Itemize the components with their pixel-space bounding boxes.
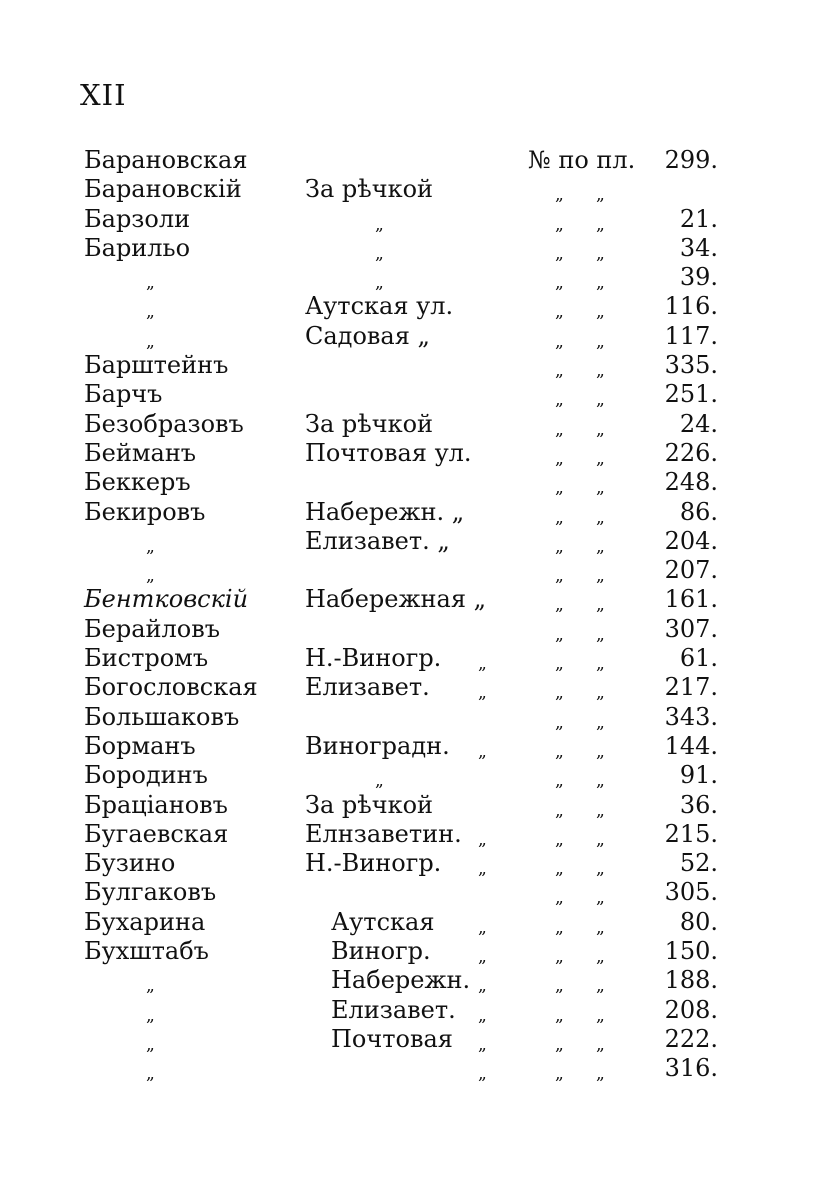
entry-street-ditto: „ [478,1005,487,1026]
entry-plan-ditto: „ [596,888,605,909]
entry-street: Елизавет. [305,673,430,702]
entry-street: Набережн. „ [305,497,465,526]
directory-entries-list [0,146,840,1084]
entry-plan-number: 217. [664,673,718,702]
entry-name: „ [146,976,155,997]
entry-plan-ditto: „ [596,624,605,645]
entry-name: „ [146,331,155,352]
entry-name: „ [146,536,155,557]
entry-plan-ditto: „ [596,654,605,675]
entry-plan-ditto: „ [555,976,564,997]
entry-name: Бугаевская [84,819,229,848]
entry-row [0,205,840,234]
entry-plan-ditto: „ [596,771,605,792]
entry-plan-ditto: „ [596,536,605,557]
entry-plan-ditto: „ [555,390,564,411]
entry-plan-number: 39. [679,263,718,292]
entry-street: Садовая „ [305,321,430,350]
entry-plan-ditto: „ [555,1005,564,1026]
entry-name: Безобразовъ [84,409,244,438]
entry-plan-number: 215. [664,819,718,848]
entry-street-ditto: „ [478,1034,487,1055]
entry-row [0,732,840,761]
entry-row [0,820,840,849]
entry-plan-ditto: „ [596,185,605,206]
entry-row [0,1025,840,1054]
entry-plan-ditto: „ [555,507,564,528]
entry-plan-number: 305. [664,878,718,907]
entry-row [0,966,840,995]
entry-plan-number: 144. [664,731,718,760]
entry-row [0,498,840,527]
entry-name: „ [146,1005,155,1026]
entry-name: Бухштабъ [84,937,209,966]
entry-plan-ditto: „ [596,976,605,997]
entry-street-ditto: „ [478,741,487,762]
entry-name: Большаковъ [84,702,240,731]
entry-plan-ditto: „ [555,654,564,675]
entry-plan-number: 91. [679,761,718,790]
entry-row [0,615,840,644]
entry-plan-ditto: „ [596,595,605,616]
entry-plan-ditto: „ [596,1005,605,1026]
entry-name: Брацiановъ [84,790,228,819]
entry-row [0,351,840,380]
entry-name: „ [146,1064,155,1085]
entry-row [0,878,840,907]
entry-plan-number: 188. [664,966,718,995]
entry-row [0,1054,840,1083]
entry-plan-number: 24. [679,409,718,438]
entry-plan-number: 21. [679,204,718,233]
entry-plan-number: 207. [664,556,718,585]
entry-plan-ditto: „ [596,712,605,733]
entry-plan-ditto: „ [555,888,564,909]
entry-street: Виноградн. [305,731,450,760]
entry-plan-ditto: „ [596,419,605,440]
entry-plan-ditto: „ [596,859,605,880]
entry-street-ditto: „ [478,683,487,704]
entry-plan-number: 335. [664,351,718,380]
entry-name: Бистромъ [84,644,209,673]
entry-row [0,908,840,937]
entry-plan-number: 343. [664,702,718,731]
entry-plan-ditto: „ [555,829,564,850]
entry-plan-ditto: „ [555,302,564,323]
entry-name: Булгаковъ [84,878,217,907]
entry-plan-label: № по пл. [528,146,636,174]
entry-plan-number: 226. [664,438,718,467]
entry-name: Берайловъ [84,614,220,643]
entry-row [0,527,840,556]
entry-plan-ditto: „ [596,390,605,411]
entry-street: За рѣчкой [305,175,434,204]
entry-name: Бухарина [84,907,206,936]
entry-row [0,468,840,497]
entry-name: „ [146,566,155,587]
entry-name: Барильо [84,233,191,262]
entry-street: Почтовая ул. [305,438,472,467]
entry-plan-ditto: „ [555,947,564,968]
entry-street-ditto: „ [478,917,487,938]
entry-plan-ditto: „ [596,947,605,968]
entry-row [0,703,840,732]
entry-street-ditto: „ [478,947,487,968]
entry-plan-number: 307. [664,614,718,643]
entry-row [0,439,840,468]
entry-street: „ [375,214,384,235]
entry-row [0,644,840,673]
entry-plan-ditto: „ [596,566,605,587]
entry-street: Набережн. [331,966,471,995]
entry-street: Аутская ул. [305,292,454,321]
entry-plan-ditto: „ [596,1034,605,1055]
entry-plan-ditto: „ [596,741,605,762]
entry-street: За рѣчкой [305,790,434,819]
entry-street: „ [375,243,384,264]
entry-plan-number: 116. [664,292,718,321]
entry-plan-number: 150. [664,937,718,966]
entry-row [0,292,840,321]
entry-plan-number: 80. [679,907,718,936]
entry-plan-ditto: „ [555,536,564,557]
entry-street: „ [375,771,384,792]
entry-plan-ditto: „ [555,419,564,440]
entry-plan-ditto: „ [555,595,564,616]
entry-row [0,175,840,204]
entry-plan-ditto: „ [555,917,564,938]
entry-row [0,263,840,292]
entry-plan-ditto: „ [555,859,564,880]
entry-name: Бузино [84,849,176,878]
entry-plan-number: 251. [664,380,718,409]
entry-name: Бекировъ [84,497,206,526]
entry-street: Почтовая [331,1024,453,1053]
entry-plan-ditto: „ [596,361,605,382]
entry-plan-number: 36. [679,790,718,819]
entry-plan-number: 86. [679,497,718,526]
entry-plan-ditto: „ [555,1034,564,1055]
entry-plan-ditto: „ [555,566,564,587]
entry-street-ditto: „ [478,654,487,675]
entry-plan-ditto: „ [555,624,564,645]
entry-plan-ditto: „ [596,917,605,938]
entry-plan-ditto: „ [555,273,564,294]
entry-row [0,849,840,878]
entry-plan-ditto: „ [555,243,564,264]
entry-name: Бейманъ [84,438,197,467]
page-number: XII [80,78,127,112]
entry-row [0,996,840,1025]
entry-row [0,234,840,263]
entry-name: Бородинъ [84,761,208,790]
entry-plan-ditto: „ [596,302,605,323]
entry-row [0,937,840,966]
entry-plan-number: 34. [679,233,718,262]
entry-plan-ditto: „ [555,1064,564,1085]
entry-plan-number: 208. [664,995,718,1024]
entry-plan-ditto: „ [596,273,605,294]
entry-street: Елизавет. [331,995,456,1024]
entry-name: Барштейнъ [84,351,229,380]
entry-name: „ [146,273,155,294]
entry-street: Н.-Виногр. [305,849,442,878]
entry-plan-ditto: „ [555,185,564,206]
entry-plan-ditto: „ [596,214,605,235]
entry-street-ditto: „ [478,1064,487,1085]
entry-street-ditto: „ [478,829,487,850]
entry-row [0,410,840,439]
entry-plan-number: 204. [664,526,718,555]
entry-plan-number: 316. [664,1054,718,1083]
entry-street: „ [375,273,384,294]
entry-plan-ditto: „ [596,448,605,469]
entry-plan-ditto: „ [555,478,564,499]
entry-row [0,322,840,351]
entry-street: Виногр. [331,937,431,966]
entry-plan-ditto: „ [555,800,564,821]
entry-plan-ditto: „ [596,478,605,499]
entry-street: Аутская [331,907,435,936]
entry-street: Елнзаветин. [305,819,462,848]
entry-name: Барановскій [84,175,242,204]
entry-plan-number: 161. [664,585,718,614]
entry-plan-ditto: „ [555,683,564,704]
entry-row [0,380,840,409]
entry-street-ditto: „ [478,976,487,997]
entry-name: Беккеръ [84,468,191,497]
entry-name: „ [146,1034,155,1055]
entry-row [0,146,840,175]
entry-street: Н.-Виногр. [305,644,442,673]
entry-row [0,761,840,790]
entry-plan-ditto: „ [555,448,564,469]
entry-street-ditto: „ [478,859,487,880]
entry-plan-ditto: „ [596,800,605,821]
entry-plan-ditto: „ [596,243,605,264]
entry-plan-ditto: „ [596,1064,605,1085]
entry-street: Набережная „ [305,585,487,614]
entry-row [0,556,840,585]
entry-plan-ditto: „ [555,771,564,792]
entry-plan-number: 222. [664,1024,718,1053]
entry-plan-ditto: „ [596,331,605,352]
entry-plan-number: 299. [664,146,718,174]
entry-name: Барзоли [84,204,191,233]
entry-street: Елизавет. „ [305,526,450,555]
entry-plan-number: 117. [664,321,718,350]
entry-plan-ditto: „ [555,214,564,235]
entry-plan-ditto: „ [555,331,564,352]
entry-row [0,791,840,820]
entry-plan-number: 61. [679,644,718,673]
entry-name: Бентковскій [84,585,249,614]
entry-plan-ditto: „ [596,829,605,850]
entry-name: Барчъ [84,380,163,409]
entry-name: Борманъ [84,731,196,760]
entry-row [0,673,840,702]
entry-street: За рѣчкой [305,409,434,438]
entry-plan-ditto: „ [596,507,605,528]
entry-plan-number: 248. [664,468,718,497]
entry-row [0,585,840,614]
entry-plan-ditto: „ [555,741,564,762]
entry-plan-ditto: „ [555,712,564,733]
entry-plan-number: 52. [679,849,718,878]
entry-name: „ [146,302,155,323]
entry-plan-ditto: „ [555,361,564,382]
entry-name: Барановская [84,146,248,174]
entry-name: Богословская [84,673,258,702]
entry-plan-ditto: „ [596,683,605,704]
